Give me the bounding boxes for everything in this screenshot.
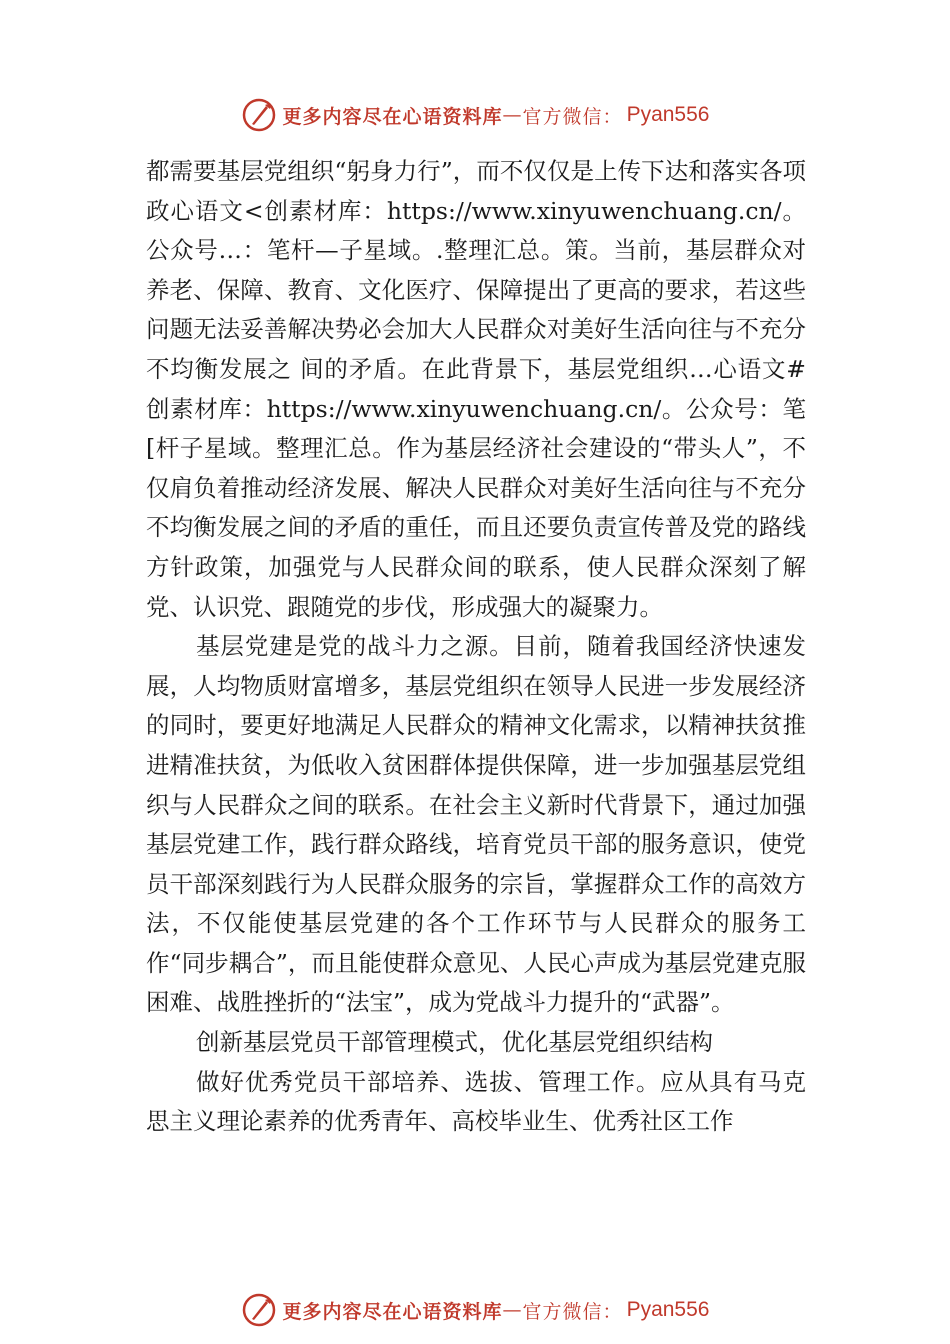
banner-wechat-id: Pyan556 xyxy=(626,103,710,126)
header-banner xyxy=(0,95,950,135)
banner-slogan: 更多内容尽在心语资料库 xyxy=(282,105,503,128)
banner-dash: — xyxy=(502,1299,523,1321)
quill-logo-icon xyxy=(241,1292,277,1328)
footer-banner xyxy=(0,1290,950,1330)
document-body xyxy=(146,152,806,1142)
banner-dash: — xyxy=(502,104,523,126)
banner-wechat-label: 官方微信： xyxy=(522,105,623,128)
banner-wechat-id: Pyan556 xyxy=(626,1298,710,1321)
quill-logo-icon xyxy=(241,97,277,133)
section-heading: 创新基层党员干部管理模式，优化基层党组织结构 xyxy=(196,1028,713,1057)
paragraph: 基层党建是党的战斗力之源。目前，随着我国经济快速发展，人均物质财富增多，基层党组织在领导人民进一步发展经济的同时，要更好地满足人民群众的精神文化需求，以精神扶贫推进精准扶贫，为低收入贫困群体提供保障，进一步加强基层党组织与人民群众之间的联系。在社会主义新时代背景下，通过加强基层党建工作，践行群众路线，培育党员干部的服务意识，使党员干部深刻践行为人民群众服务的宗旨，掌握群众工作的高效方法，不仅能使基层党建的各个工作环节与人民群众的服务工作“同步耦合”，而且能使群众意见、人民心声成为基层党建克服困难、战胜挫折的“法宝”，成为党战斗力提升的“武器”。 xyxy=(146,632,806,1017)
banner-slogan: 更多内容尽在心语资料库 xyxy=(282,1300,503,1323)
banner-wechat-label: 官方微信： xyxy=(522,1300,623,1323)
paragraph-continued: 都需要基层党组织“躬身力行”，而不仅仅是上传下达和落实各项政心语文<创素材库：https://www.xinyuwenchuang.cn/。公众号…：笔杆—子星域。.整理汇总。策。当前，基层群众对养老、保障、教育、文化医疗、保障提出了更高的要求，若这些问题无法妥善解决势必会加大人民群众对美好生活向往与不充分不均衡发展之 间的矛盾。在此背景下，基层党组织…心语文#创素材库：https://www.xinyuwenchuang.cn/。公众号：笔[杆子星域。整理汇总。作为基层经济社会建设的“带头人”，不仅肩负着推动经济发展、解决人民群众对美好生活向往与不充分不均衡发展之间的矛盾的重任，而且还要负责宣传普及党的路线方针政策，加强党与人民群众间的联系，使人民群众深刻了解党、认识党、跟随党的步伐，形成强大的凝聚力。 xyxy=(146,157,806,621)
paragraph: 做好优秀党员干部培养、选拔、管理工作。应从具有马克思主义理论素养的优秀青年、高校毕业生、优秀社区工作 xyxy=(146,1067,806,1136)
